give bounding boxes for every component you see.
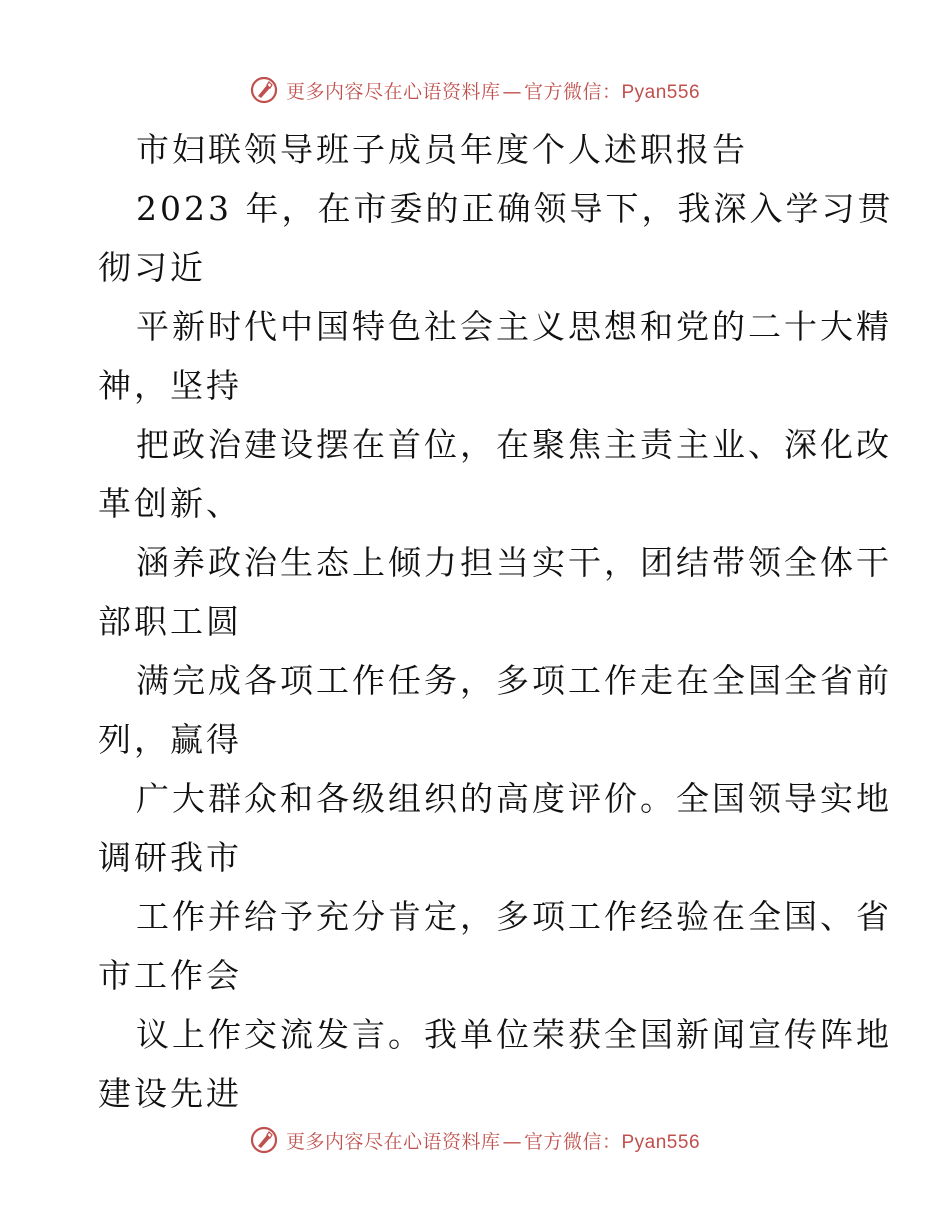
body-line: 把政治建设摆在首位，在聚焦主责主业、深化改 <box>136 425 892 464</box>
body-line: 调研我市 <box>98 838 242 877</box>
body-line: 工作并给予充分肯定，多项工作经验在全国、省 <box>136 897 892 936</box>
body-line: 彻习近 <box>98 248 206 287</box>
watermark-main-text: 更多内容尽在心语资料库 <box>285 80 501 103</box>
body-line: 涵养政治生态上倾力担当实干，团结带领全体干 <box>136 543 892 582</box>
watermark-account-label: 官方微信： <box>523 80 622 103</box>
watermark-separator: — <box>502 1130 522 1153</box>
body-line: 满完成各项工作任务，多项工作走在全国全省前 <box>136 661 892 700</box>
header-watermark <box>0 70 950 110</box>
body-line: 部职工圆 <box>98 602 242 641</box>
body-line: 议上作交流发言。我单位荣获全国新闻宣传阵地 <box>136 1015 892 1054</box>
body-line: 市工作会 <box>98 956 242 995</box>
body-line: 广大群众和各级组织的高度评价。全国领导实地 <box>136 779 892 818</box>
body-line: 平新时代中国特色社会主义思想和党的二十大精 <box>136 307 892 346</box>
watermark-account-id: Pyan556 <box>621 81 701 103</box>
body-line: 建设先进 <box>98 1074 242 1113</box>
watermark-account-label: 官方微信： <box>523 1130 622 1153</box>
body-line: 2023 年，在市委的正确领导下，我深入学习贯 <box>136 189 894 228</box>
pen-logo-icon <box>250 1126 278 1154</box>
body-line: 革创新、 <box>98 484 242 523</box>
watermark-account-id: Pyan556 <box>621 1131 701 1153</box>
body-line: 列，赢得 <box>98 720 242 759</box>
watermark-separator: — <box>502 80 522 103</box>
watermark-main-text: 更多内容尽在心语资料库 <box>285 1130 501 1153</box>
pen-logo-icon <box>250 76 278 104</box>
document-body <box>98 120 894 1123</box>
document-title: 市妇联领导班子成员年度个人述职报告 <box>136 130 748 169</box>
footer-watermark <box>0 1120 950 1160</box>
body-line: 神，坚持 <box>98 366 242 405</box>
watermark-text <box>286 77 700 104</box>
watermark-text <box>286 1127 700 1154</box>
